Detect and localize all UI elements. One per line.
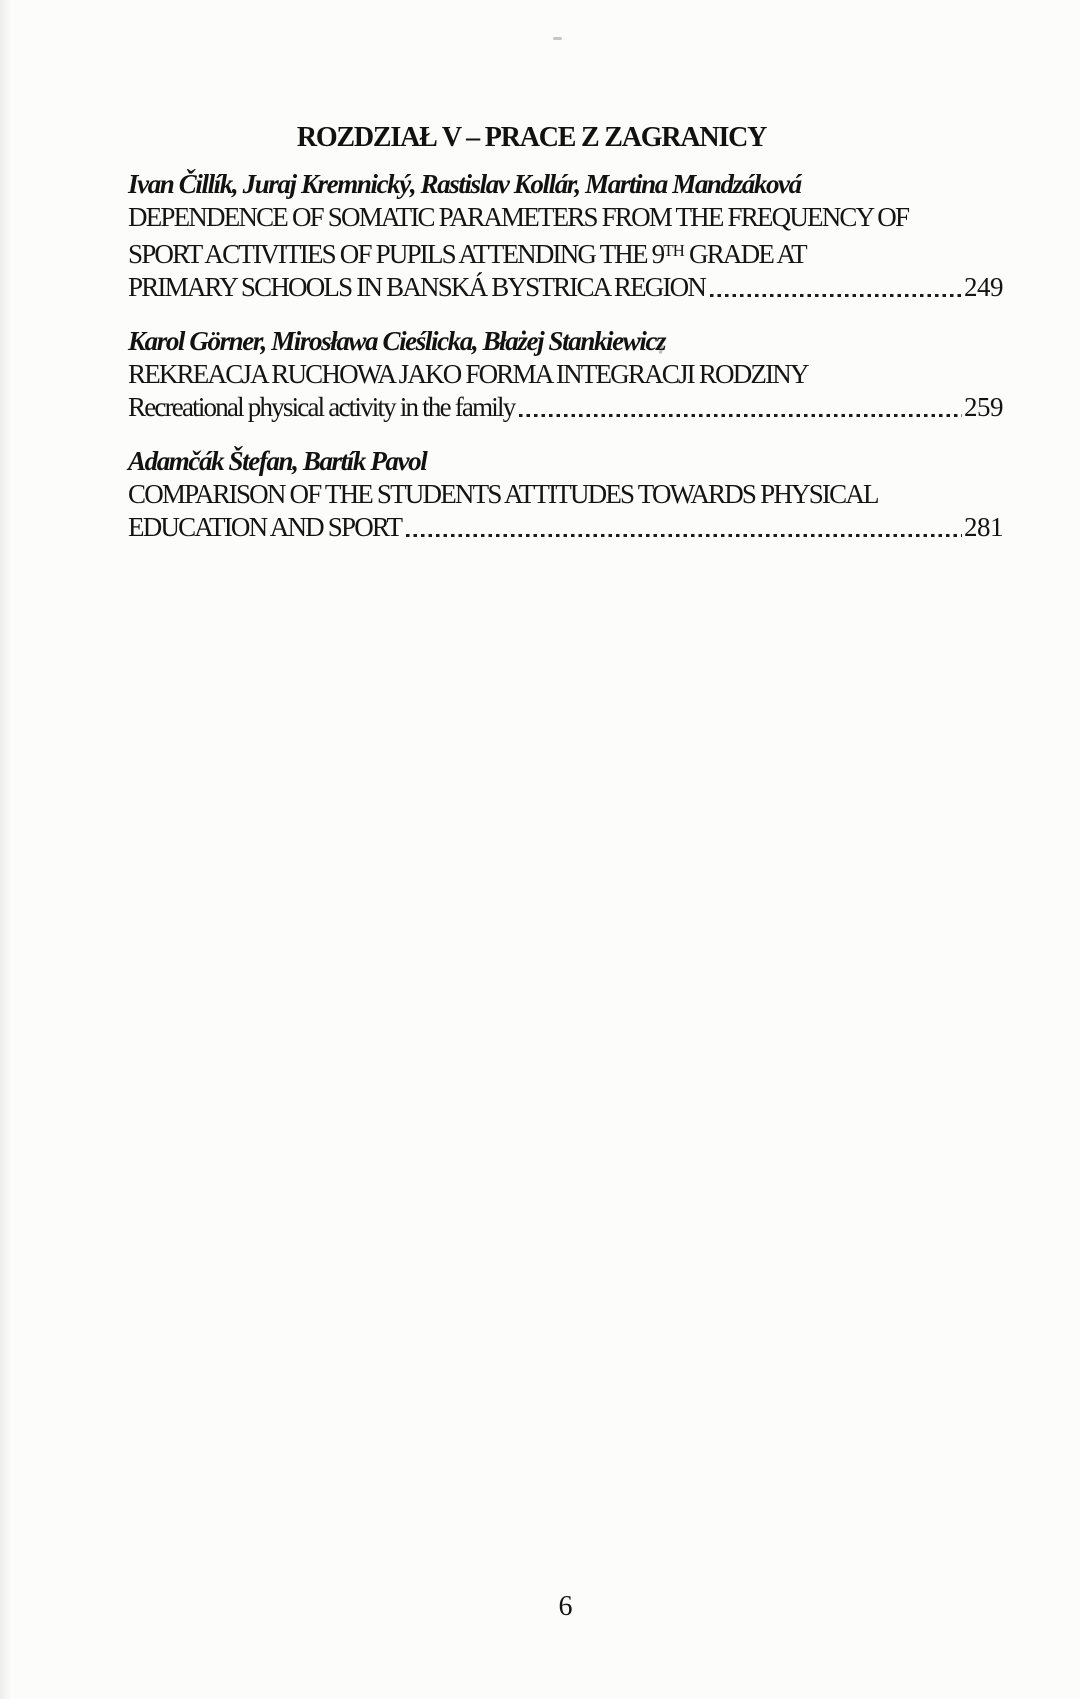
- entry-page-number: 249: [964, 272, 1003, 302]
- entry-title-segment: GRADE AT: [689, 239, 806, 269]
- entry-leader-line: [128, 271, 1003, 304]
- entry-authors: Karol Görner, Mirosława Cieślicka, Błażej Stankiewicz: [128, 326, 666, 356]
- entry-authors: Adamčák Štefan, Bartík Pavol: [128, 446, 427, 476]
- ordinal-superscript: TH: [663, 241, 685, 260]
- entry-title-segment: Recreational physical activity in the family: [128, 392, 515, 422]
- toc-page: [128, 122, 1003, 565]
- entry-page-number: 259: [964, 392, 1003, 422]
- entry-title-line: COMPARISON OF THE STUDENTS ATTITUDES TOWARDS PHYSICAL: [128, 479, 878, 509]
- chapter-heading: ROZDZIAŁ V – PRACE Z ZAGRANICY: [296, 122, 767, 153]
- dotted-leader: [705, 271, 964, 304]
- entry-authors: Ivan Čillík, Juraj Kremnický, Rastislav Kollár, Martina Mandzáková: [128, 169, 801, 199]
- folio-page-number: 6: [558, 1591, 573, 1622]
- entry-leader-line: [128, 511, 1003, 544]
- entry-leader-line: [128, 391, 1003, 424]
- entry-page-number: 281: [964, 512, 1003, 542]
- dotted-leader: [401, 511, 964, 544]
- toc-entry: [128, 168, 1003, 304]
- scan-speck: [553, 37, 562, 40]
- toc-entry: [128, 325, 1003, 424]
- page-left-edge-shadow: [0, 0, 12, 1699]
- entry-title-segment: SPORT ACTIVITIES OF PUPILS ATTENDING THE 9: [128, 239, 664, 269]
- entry-title-line: REKREACJA RUCHOWA JAKO FORMA INTEGRACJI RODZINY: [128, 359, 808, 389]
- entry-title-line: DEPENDENCE OF SOMATIC PARAMETERS FROM THE FREQUENCY OF: [128, 202, 909, 232]
- entry-title-line: [128, 234, 1003, 271]
- entry-title-segment: PRIMARY SCHOOLS IN BANSKÁ BYSTRICA REGION: [128, 272, 706, 302]
- dotted-leader: [514, 391, 964, 424]
- toc-entry: [128, 445, 1003, 544]
- entry-title-segment: EDUCATION AND SPORT: [128, 512, 402, 542]
